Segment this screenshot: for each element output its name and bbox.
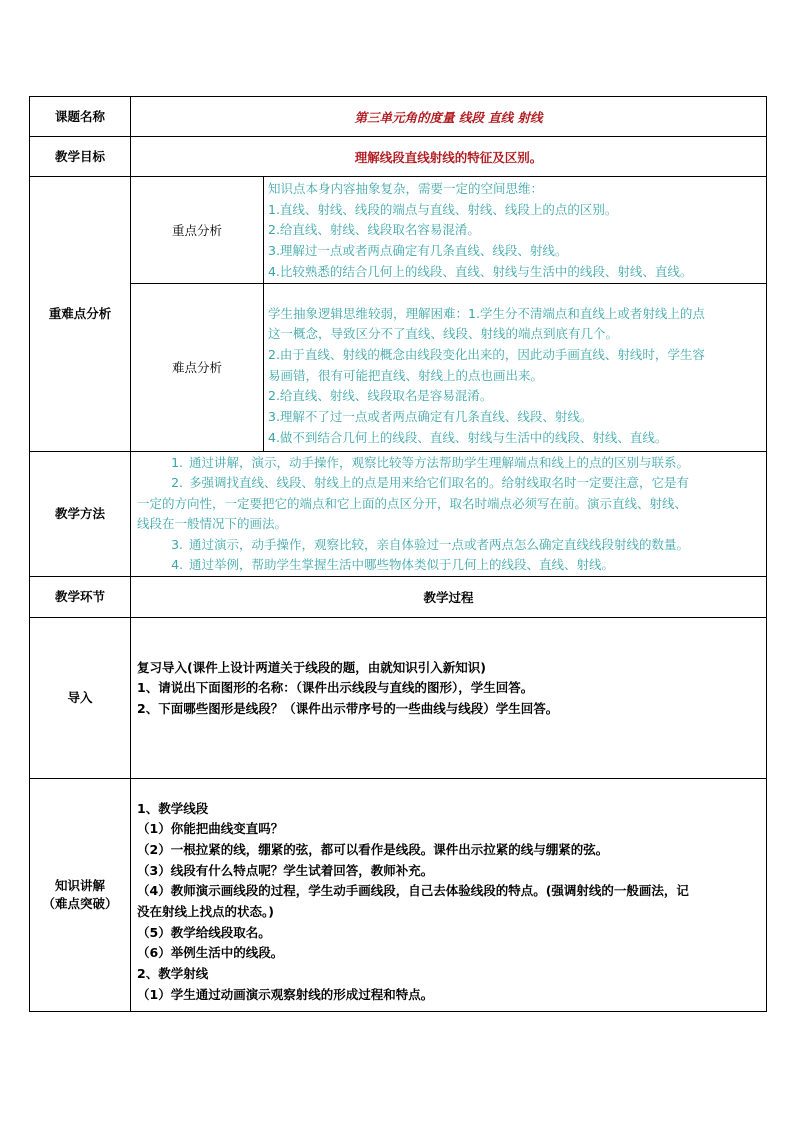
knowledge-line: （1）你能把曲线变直吗？ — [137, 821, 284, 837]
label-title: 课题名称 — [30, 97, 131, 137]
key-line: 知识点本身内容抽象复杂，需要一定的空间思维： — [268, 181, 544, 196]
knowledge-line: （4）教师演示画线段的过程，学生动手画线段，自己去体验线段的特点。(强调射线的一般画法，记 — [137, 883, 689, 899]
label-method: 教学方法 — [30, 451, 131, 576]
row-stage — [30, 576, 767, 617]
method-text: 通过举例，帮助学生掌握生活中哪些物体类似于几何上的线段、直线、射线。 — [189, 557, 615, 573]
key-analysis-content — [264, 177, 767, 284]
row-knowledge — [30, 778, 767, 1011]
label-difficult-analysis: 难点分析 — [131, 283, 264, 451]
label-knowledge — [30, 778, 131, 1011]
intro-line: 复习导入(课件上设计两道关于线段的题，由就知识引入新知识) — [137, 659, 486, 675]
row-key-analysis — [30, 177, 767, 284]
row-title — [30, 97, 767, 137]
knowledge-line: （6）举例生活中的线段。 — [137, 945, 284, 961]
difficult-line: 易画错，很有可能把直线、射线上的点也画出来。 — [268, 367, 544, 383]
method-item — [137, 555, 762, 576]
intro-content — [131, 617, 767, 778]
label-intro: 导入 — [30, 617, 131, 778]
method-item — [137, 473, 762, 494]
method-item — [137, 514, 762, 535]
method-content — [131, 451, 767, 576]
label-key-analysis: 重点分析 — [131, 177, 264, 284]
label-analysis: 重难点分析 — [30, 177, 131, 452]
method-item — [137, 453, 762, 474]
lesson-plan-table — [29, 96, 767, 1012]
difficult-line: 4.做不到结合几何上的线段、直线、射线与生活中的线段、射线、直线。 — [268, 429, 668, 445]
method-num: 4. — [171, 557, 183, 573]
row-goal — [30, 137, 767, 177]
key-line: 2.给直线、射线、线段取名容易混淆。 — [268, 222, 480, 238]
difficult-line: 2.给直线、射线、线段取名是容易混淆。 — [268, 388, 493, 404]
key-line: 3.理解过一点或者两点确定有几条直线、线段、射线。 — [268, 243, 568, 259]
knowledge-line: （1）学生通过动画演示观察射线的形成过程和特点。 — [137, 986, 434, 1002]
knowledge-content — [131, 778, 767, 1011]
method-item — [137, 494, 762, 515]
label-stage: 教学环节 — [30, 576, 131, 617]
method-text: 一定的方向性，一定要把它的端点和它上面的点区分开，取名时端点必须写在前。演示直线、射线、 — [137, 495, 688, 511]
row-difficult-analysis — [30, 283, 767, 451]
teaching-goal: 理解线段直线射线的特征及区别。 — [131, 137, 767, 177]
difficult-line: 3.理解不了过一点或者两点确定有几条直线、线段、射线。 — [268, 409, 593, 425]
method-text: 线段在一般情况下的画法。 — [137, 516, 288, 532]
label-goal: 教学目标 — [30, 137, 131, 177]
knowledge-line: （2）一根拉紧的线，绷紧的弦，都可以看作是线段。课件出示拉紧的线与绷紧的弦。 — [137, 841, 609, 857]
label-knowledge-line1: 知识讲解 — [54, 877, 105, 893]
difficult-line: 这一概念，导致区分不了直线、线段、射线的端点到底有几个。 — [268, 326, 619, 342]
method-num: 1. — [171, 454, 183, 470]
knowledge-line: 2、教学射线 — [137, 966, 209, 982]
difficult-analysis-content — [264, 283, 767, 451]
knowledge-line: （5）教学给线段取名。 — [137, 924, 271, 940]
key-line: 1.直线、射线、线段的端点与直线、射线、线段上的点的区别。 — [268, 201, 618, 217]
intro-line: 2、下面哪些图形是线段？（课件出示带序号的一些曲线与线段）学生回答。 — [137, 700, 559, 716]
knowledge-line: 1、教学线段 — [137, 800, 209, 816]
difficult-line: 2.由于直线、射线的概念由线段变化出来的，因此动手画直线、射线时，学生容 — [268, 346, 705, 362]
difficult-line: 学生抽象逻辑思维较弱，理解困难：1.学生分不清端点和直线上或者射线上的点 — [268, 305, 705, 321]
method-num: 2. — [171, 475, 183, 491]
method-text: 多强调找直线、线段、射线上的点是用来给它们取名的。给射线取名时一定要注意，它是有 — [189, 475, 690, 491]
intro-line: 1、请说出下面图形的名称：（课件出示线段与直线的图形），学生回答。 — [137, 680, 534, 696]
method-item — [137, 535, 762, 556]
teaching-process-header: 教学过程 — [131, 576, 767, 617]
row-intro — [30, 617, 767, 778]
key-line: 4.比较熟悉的结合几何上的线段、直线、射线与生活中的线段、射线、直线。 — [268, 263, 693, 279]
method-text: 通过演示，动手操作，观察比较，亲自体验过一点或者两点怎么确定直线线段射线的数量。 — [189, 536, 690, 552]
knowledge-line: （3）线段有什么特点呢？学生试着回答，教师补充。 — [137, 862, 434, 878]
row-method — [30, 451, 767, 576]
method-text: 通过讲解，演示，动手操作，观察比较等方法帮助学生理解端点和线上的点的区别与联系。 — [189, 454, 690, 470]
knowledge-line: 没在射线上找点的状态。) — [137, 904, 274, 920]
lesson-title: 第三单元角的度量 线段 直线 射线 — [131, 97, 767, 137]
method-num: 3. — [171, 536, 183, 552]
label-knowledge-line2: （难点突破） — [42, 895, 118, 911]
